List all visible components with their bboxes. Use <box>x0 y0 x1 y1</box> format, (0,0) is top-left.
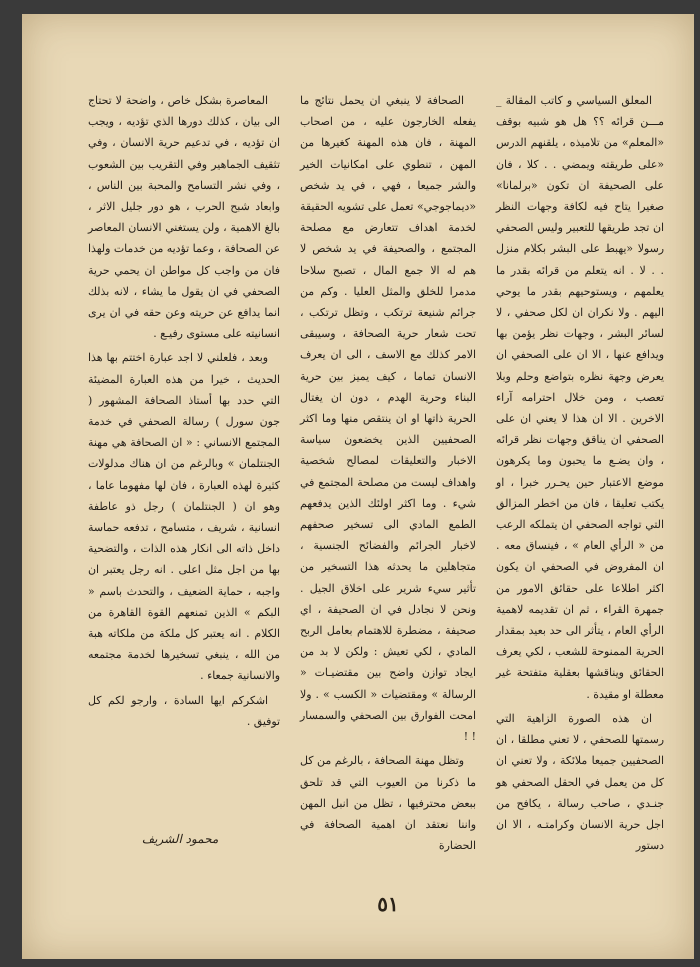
article-column-middle <box>300 90 476 856</box>
article-paragraph: الصحافة لا ينبغي ان يحمل نتائج ما يفعله الخارجون عليه ، من اصحاب المهنة ، فان هذه المهنة كغيرها من المهن ، تنطوي على امكانيات الخير والشر جميعا ، فهي ، في يد شخص «ديماجوجي» تعمل على تشويه الحقيقة لخدمة اهداف تتعارض مع مصلحة المجتمع ، والصحيفة في يد شخص لا هم له الا جمع المال ، تصبح سلاحا مدمرا للخلق والمثل العليا . وكم من جرائم شنيعة ترتكب ، وتظل ترتكب ، تحت شعار حرية الصحافة ، وسيبقى الامر كذلك مع الاسف ، الى ان يعرف الانسان تماما ، كيف يميز بين حرية البناء وحرية الهدم ، دون ان يغتال الحرية ذاتها او ان ينتقص منها وما اكثر الصحفيين الذين يخضعون سياسة الاخبار والتعليقات لمصالح شخصية واهداف ليست من مصلحة المجتمع في شيء . وما اكثر اولئك الذين يدفعهم الطمع المادي الى تسخير صحفهم لاخبار الجرائم والفضائح الجنسية ، متجاهلين ما يحدثه هذا التسخير من تأثير سيء شرير على اخلاق الجيل . ونحن لا نجادل في ان الصحيفة ، اي صحيفة ، مضطرة للاهتمام بعامل الربح المادي ، لكي تعيش : ولكن لا بد من ايجاد توازن واضح بين مقتضيـات « الرسالة » ومقتضيات « الكسب » . ولا امحت الفوارق بين الصحفي والسمسار ! ! <box>300 94 476 744</box>
article-paragraph: وبعد ، فلعلني لا اجد عبارة اختتم بها هذا الحديث ، خيرا من هذه العبارة المضيئة التي حدد بها أستاذ الصحافة المشهور ( جون سورل ) رسالة الصحفي في خدمة المجتمع الانساني : « ان الصحافة هي مهنة الجنتلمان » وبالرغم من ان هناك مدلولات كثيرة لهذه العبارة ، فان لها مفهوما عاما ، وهو ان ( الجنتلمان ) رجل ذو عاطفة انسانية ، شريف ، متسامح ، تدفعه حماسة داخل ذاته الى انكار هذه الذات ، والتضحية بها من اجل مثل اعلى . انه رجل يعتبر ان واجبه ، حماية الضعيف ، والتحدث باسم « البكم » الذين تمنعهم القوة القاهرة من الكلام . انه يعتبر كل ملكة من ملكاته هبة من الله ، ينبغي تسخيرها لخدمة مجتمعه والانسانية جمعاء . <box>88 351 280 683</box>
article-paragraph: وتظل مهنة الصحافة ، بالرغم من كل ما ذكرنا من العيوب التي قد تلحق ببعض محترفيها ، تظل من انبل المهن واننا نعتقد ان اهمية الصحافة في الحضارة <box>300 754 476 853</box>
closing-line: اشكركم ايها السادة ، وارجو لكم كل توفيق . <box>88 693 280 728</box>
article-paragraph: المعلق السياسي و كاتب المقالة _ مـــن قرائه ؟؟ هل هو شبيه بوقف «المعلم» من تلاميذه ، يلقنهم الدرس «على طريقته ويمضي . . كلا ، فان على الصحيفة ان تكون «برلمانا» صغيرا يتاح فيه لكافة وجهات النظر ان تجد طريقها للتعبير وليس الصحفي رسولا «يهبط على البشر بكلام منزل . . لا . انه يتعلم من قرائه بقدر ما يعلمهم ، ويستوحيهم بقدر ما يوحي اليهم . ولا نكران ان لكل صحفي ، لا لسائر البشر ، وجهات نظر يؤمن بها ويدافع عنها ، الا ان على الصحفي ان يعرض وجهة نظره بتواضع وحلم وبلا تعصب ، ومن خلال احترامه آراء الاخرين . الا ان هذا لا يعني ان على الصحفي ان يناقق وجهات نظر قرائه ، وان يضـع ما يحبون وما يكرهون موضع الاعتبار حين يحـرر خبرا ، او يكتب تعليقا ، فان من اخطر المزالق التي تواجه الصحفي ان يتملكه الرعب من « الرأي العام » ، فينساق معه . ان المفروض في الصحفي ان يكون اكثر اطلاعا على حقائق الامور من جمهرة القراء ، ثم ان تقديمه لاهمية الرأي العام ، يتأثر الى حد بعيد بمقدار الحرية الممنوحة للشعب ، لكي يعرف الحقائق ويناقشها بعقلية متفتحة غير معطلة او مقيدة . <box>496 94 664 701</box>
article-paragraph: ان هذه الصورة الزاهية التي رسمتها للصحفي ، لا تعني مطلقا ، ان الصحفيين جميعا ملائكة ، ولا تعني ان كل من يعمل في الحقل الصحفي هو جنـدي ، صاحب رسالة ، يكافح من اجل حرية الانسان وكرامتـه ، الا ان دستور <box>496 711 664 853</box>
article-paragraph: المعاصرة بشكل خاص ، واضحة لا تحتاج الى بيان ، كذلك دورها الذي تؤديه ، ويجب ان تؤديه ، في تدعيم حرية الانسان ، وفي تثقيف الجماهير وفي التقريب بين الشعوب ، وفي نشر التسامح والمحبة بين الناس ، وابعاد شبح الحرب ، هو دور جليل الاثر ، بالغ الاهمية ، ولن يستغني الانسان المعاصر عن الصحافة ، وعما تؤديه من خدمات ولهذا فان من واجب كل مواطن ان يحمي حرية الصحفي في ان يقول ما يشاء ، لانه بذلك انما يدافع عن حريته وعن حقه في ان يرى انسانيته على مستوى رفيـع . <box>88 94 280 341</box>
magazine-page <box>22 14 694 959</box>
page-number: ٥١ <box>377 892 399 916</box>
article-column-right <box>496 90 664 856</box>
author-signature: محمود الشريف <box>141 832 219 846</box>
article-column-left <box>88 90 280 732</box>
